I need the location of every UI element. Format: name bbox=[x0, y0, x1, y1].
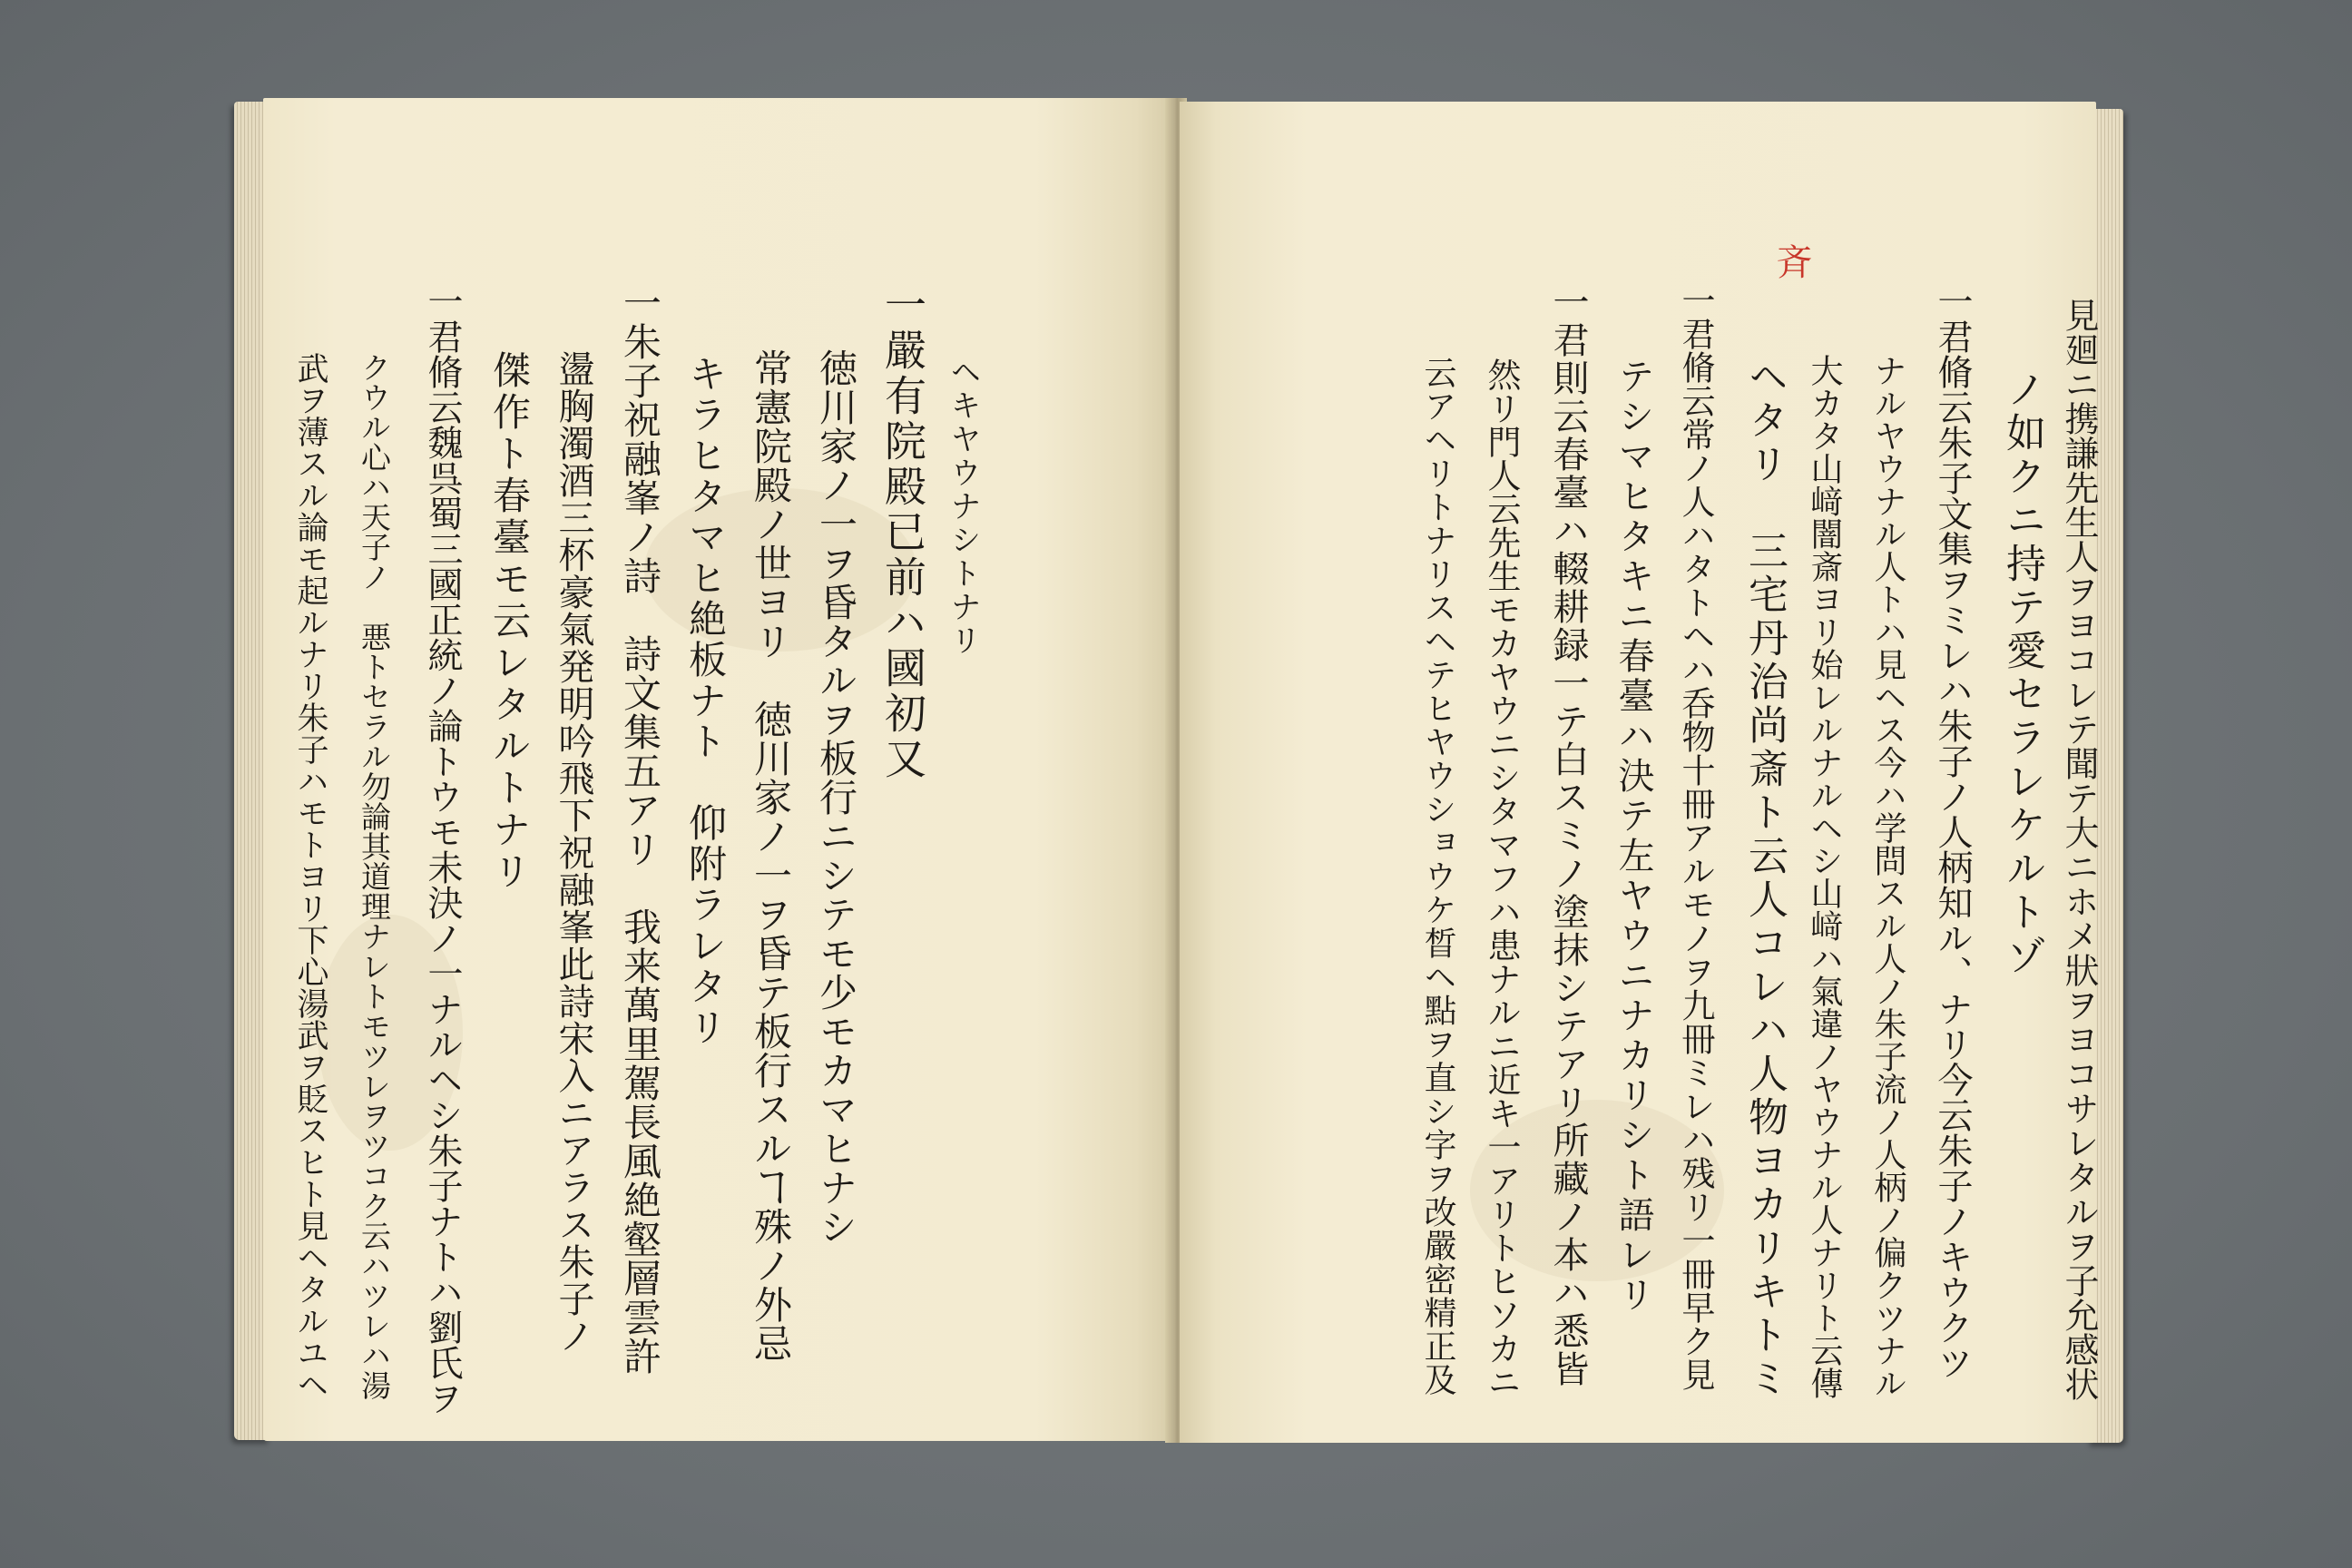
right-column-11: 云アヘリトナリスヘテヒヤウショウケ晳ヘ點ヲ直シ字ヲ改嚴密精正及 bbox=[1419, 356, 1456, 1396]
left-column-2: 一嚴有院殿已前ハ國初又 bbox=[878, 283, 927, 782]
left-column-1: ヘキヤウナシトナリ bbox=[945, 356, 981, 658]
left-column-8: 傑作ト春臺モ云レタルトナリ bbox=[487, 350, 532, 893]
right-column-3: 一君脩云朱子文集ヲミレハ朱子ノ人柄知ル、ナリ今云朱子ノキウクツ bbox=[1932, 283, 1973, 1380]
left-column-5: キラヒタマヒ絶板ナト 仰附ラレタリ bbox=[683, 354, 728, 1048]
right-column-5: 大カタ山﨑闇斎ヨリ始レルナルヘシ山﨑ハ氣違ノヤウナル人ナリト云傳 bbox=[1806, 354, 1843, 1399]
left-column-11: 武ヲ薄スル論モ起ルナリ朱子ハモトヨリ下心湯武ヲ貶スヒト見ヘタルユヘ bbox=[292, 352, 328, 1400]
right-column-6: ヘタリ 三宅丹治尚斎ト云人コレハ人物ヨカリキトミ bbox=[1741, 356, 1788, 1401]
right-column-2: ノ如クニ持テ愛セラレケルトゾ bbox=[1999, 368, 2045, 978]
right-column-7: 一君脩云常ノ人ハタトヘハ呑物十冊アルモノヲ九冊ミレハ残リ一冊早ク見 bbox=[1676, 283, 1715, 1391]
left-column-3: 徳川家ノ一ヲ昏タルヲ板行ニシテモ少モカマヒナシ bbox=[814, 348, 858, 1246]
right-column-4: ナルヤウナル人トハ見ヘス今ハ学問スル人ノ朱子流ノ人柄ノ偏クツナル bbox=[1869, 354, 1906, 1399]
left-column-10: クウル心ハ天子ノ 悪トセラル勿論其道理ナレトモツレヲツコク云ハツレハ湯 bbox=[357, 352, 392, 1400]
left-column-7: 盪胸濁酒三杯豪氣発明吟飛下祝融峯此詩宋入ニアラス朱子ノ bbox=[553, 350, 594, 1355]
left-column-6: 一朱子祝融峯ノ詩 詩文集五アリ 我来萬里駕長風絶壑層雲許 bbox=[618, 283, 662, 1376]
left-column-9: 一君脩云魏呉蜀三國正統ノ論トウモ未決ノ一ナルヘシ朱子ナトハ劉氏ヲ bbox=[422, 283, 463, 1416]
right-column-8: テシマヒタキニ春臺ハ決テ左ヤウニナカリシト語レリ bbox=[1612, 358, 1654, 1316]
right-column-1: 見廻ニ携謙先生人ヲヨコレテ聞テ大ニホメ狀ヲヨコサレタルヲ子允感状 bbox=[2059, 298, 2099, 1401]
right-column-9: 一君則云春臺ハ輟耕録一テ白スミノ塗抹シテアリ所藏ノ本ハ悉皆 bbox=[1547, 283, 1589, 1388]
right-column-10: 然リ門人云先生モカヤウニシタマフハ患ナルニ近キ一アリトヒソカニ bbox=[1482, 358, 1521, 1398]
left-column-4: 常憲院殿ノ世ヨリ 徳川家ノ一ヲ昏テ板行スルヿ殊ノ外忌 bbox=[749, 348, 793, 1363]
red-annotation-mark: 斉 bbox=[1770, 243, 1812, 279]
